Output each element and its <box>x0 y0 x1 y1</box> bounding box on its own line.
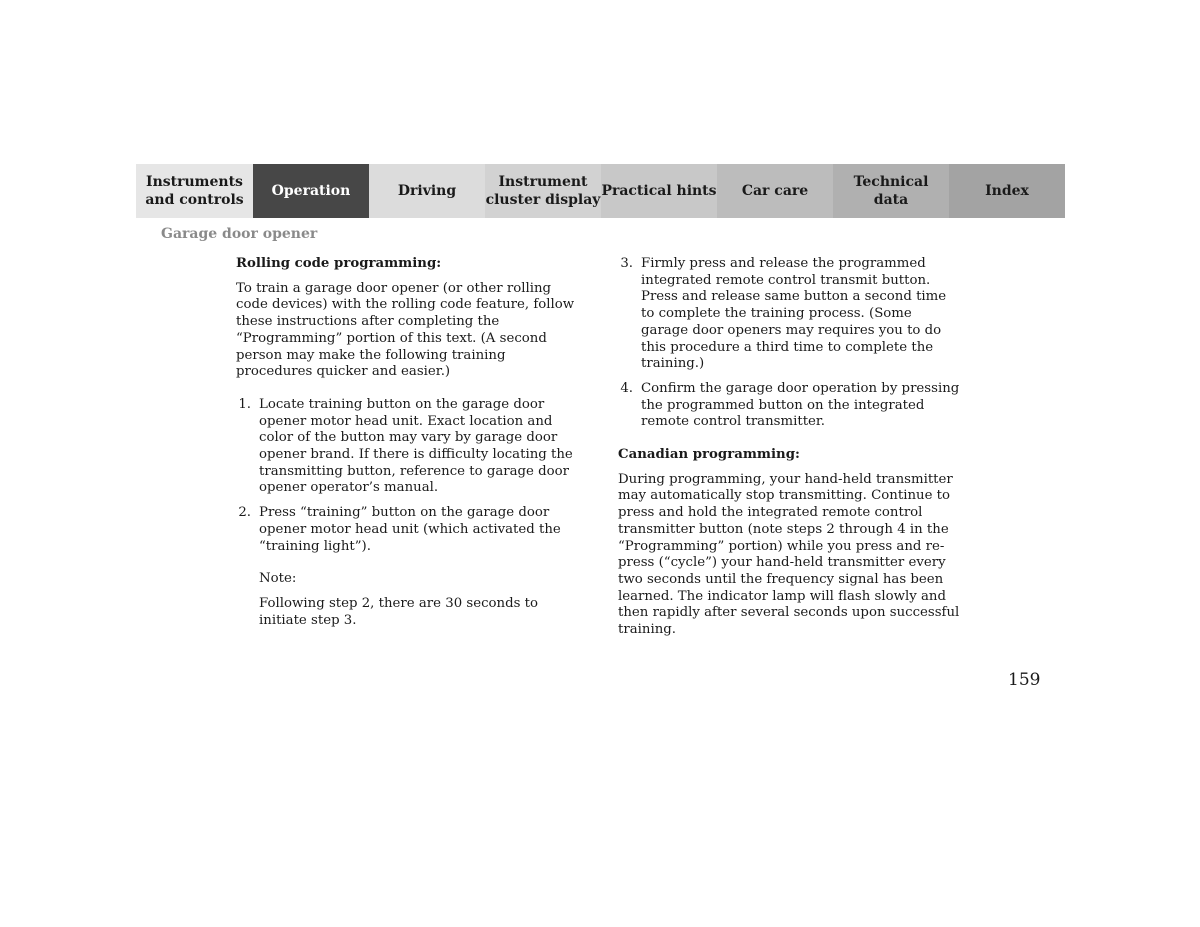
canadian-programming-paragraph: During programming, your hand-held transmitter may automatically stop transmitting. Continue to press and hold the integrated remote control transmitter button (note steps 2 through 4 in the “Programming” portion) while you press and re-press (“cycle”) your hand-held transmitter every two seconds until the frequency signal has been learned. The indicator lamp will flash slowly and then rapidly after several seconds upon successful training. <box>618 471 960 638</box>
rolling-code-heading: Rolling code programming: <box>236 256 442 271</box>
tab-driving[interactable]: Driving <box>369 164 485 218</box>
step-item <box>236 505 581 555</box>
chapter-tab-bar <box>136 164 1065 218</box>
note-text: Following step 2, there are 30 seconds to initiate step 3. <box>259 595 539 628</box>
step-text: Firmly press and release the programmed integrated remote control transmit button. Press and release same button a second time to complete the training process. (Some garage door openers may requires you to do this procedure a third time to complete the training.) <box>641 256 947 372</box>
step-text: Press “training” button on the garage door opener motor head unit (which activated the “training light”). <box>259 505 561 554</box>
page-number: 159 <box>1008 670 1041 690</box>
tab-car-care[interactable]: Car care <box>717 164 833 218</box>
step-item <box>618 381 963 431</box>
tab-operation[interactable]: Operation <box>253 164 369 218</box>
right-column <box>618 256 963 647</box>
step-number: 3. <box>620 256 633 271</box>
tab-instruments-and-controls[interactable]: Instruments and controls <box>136 164 253 218</box>
step-number: 1. <box>238 396 251 412</box>
tab-index[interactable]: Index <box>949 164 1065 218</box>
tab-instrument-cluster-display[interactable]: Instrument cluster display <box>485 164 601 218</box>
tab-practical-hints[interactable]: Practical hints <box>601 164 717 218</box>
canadian-programming-heading: Canadian programming: <box>618 447 800 463</box>
note-label: Note: <box>259 571 297 587</box>
step-item <box>618 256 963 373</box>
intro-paragraph: To train a garage door opener (or other rolling code devices) with the rolling code feature, follow these instructions after completing the “Programming” portion of this text. (A second person may make the following training procedures quicker and easier.) <box>236 280 575 380</box>
step-item <box>236 397 581 497</box>
step-text: Confirm the garage door operation by pressing the programmed button on the integrated remote control transmitter. <box>641 380 960 430</box>
section-title: Garage door opener <box>161 226 318 242</box>
left-column <box>236 256 581 637</box>
step-text: Locate training button on the garage door opener motor head unit. Exact location and color of the button may vary by garage door opener brand. If there is difficulty locating the transmitting button, reference to garage door opener operator’s manual. <box>259 396 573 496</box>
step-number: 4. <box>620 380 633 396</box>
tab-technical-data[interactable]: Technical data <box>833 164 949 218</box>
step-number: 2. <box>238 505 251 521</box>
